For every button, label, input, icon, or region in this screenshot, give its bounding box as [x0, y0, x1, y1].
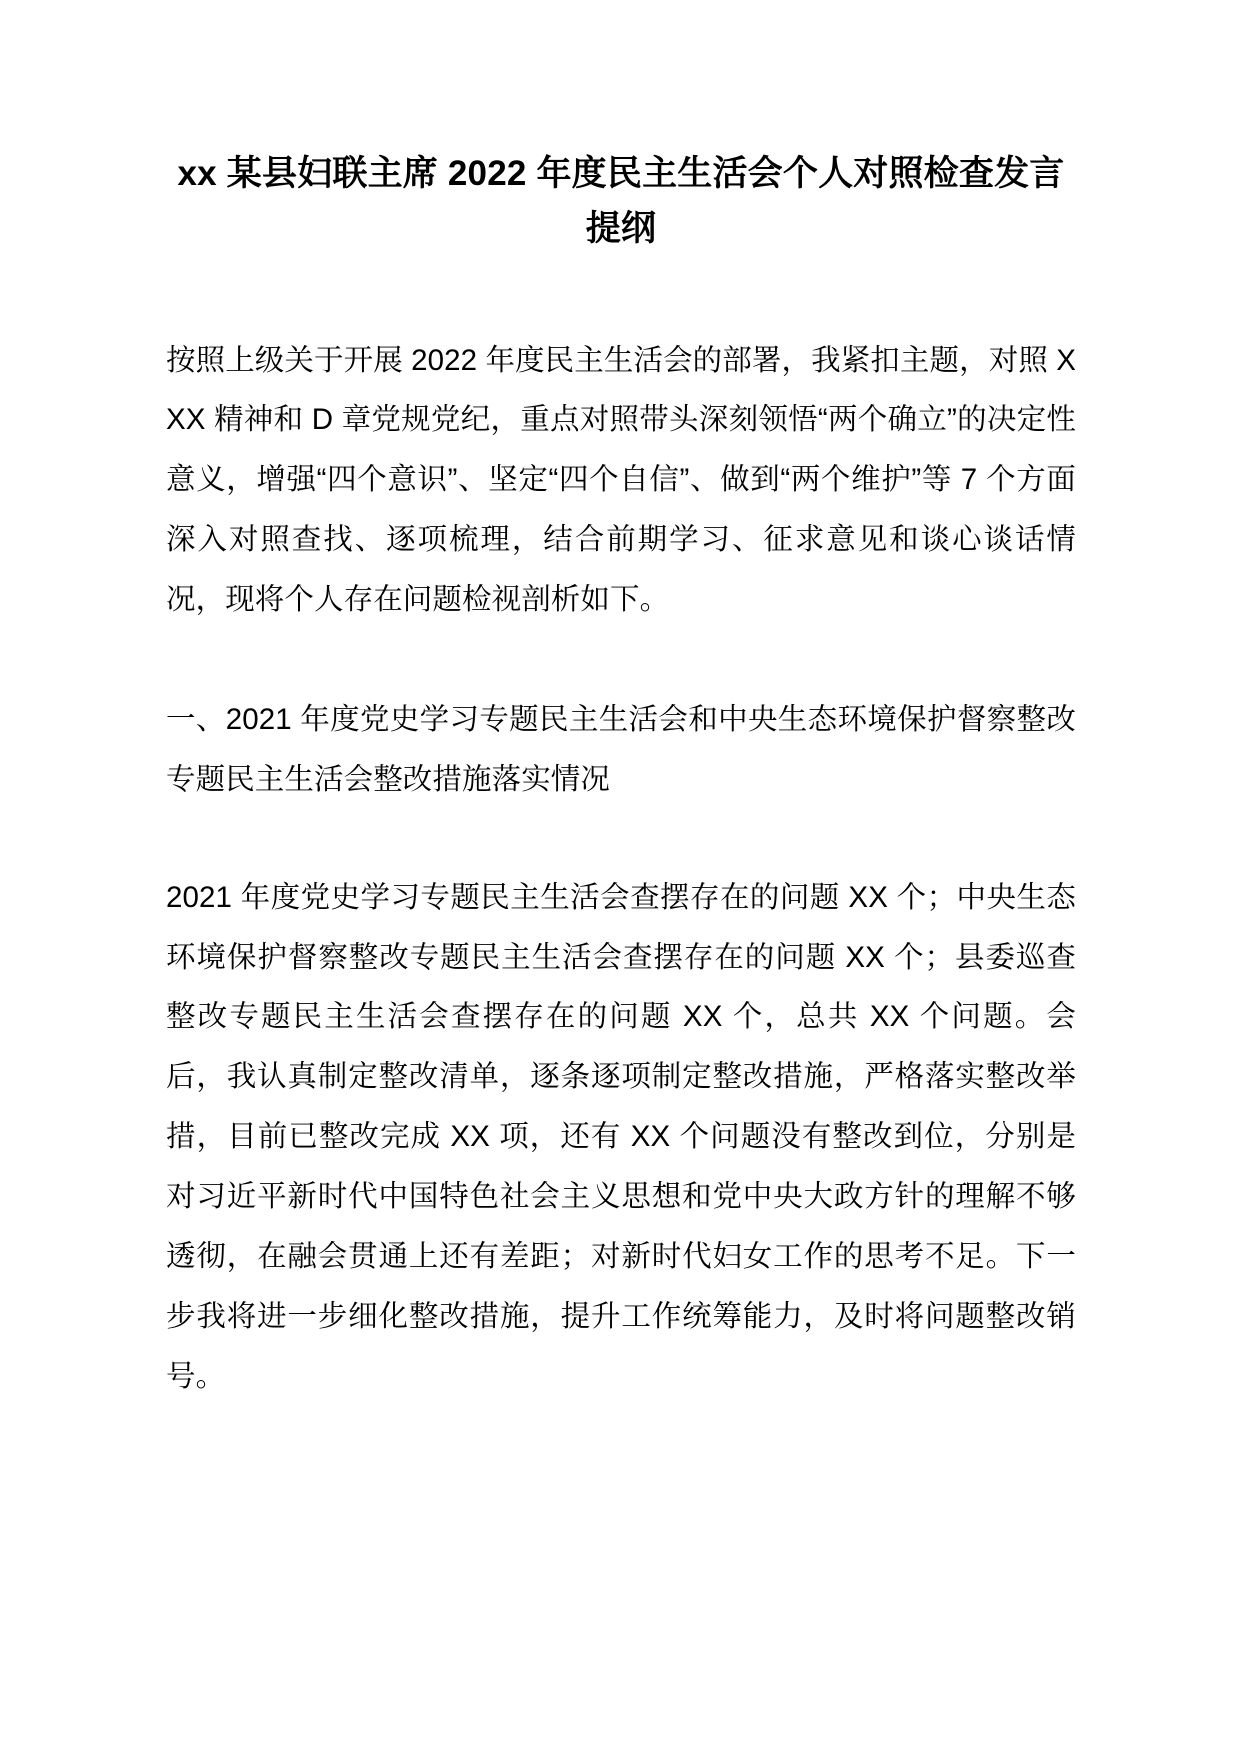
section-heading-1: 一、2021 年度党史学习专题民主生活会和中央生态环境保护督察整改专题民主生活会整改措施落实情况: [166, 702, 1076, 796]
intro-paragraph: 按照上级关于开展 2022 年度民主生活会的部署，我紧扣主题，对照 XXX 精神和 D 章党规党纪，重点对照带头深刻领悟“两个确立”的决定性意义，增强“四个意识”、坚定“四个自信”、做到“两个维护”等 7 个方面深入对照查找、逐项梳理，结合前期学习、征求意见和谈心谈话情况，现将个人存在问题检视剖析如下。: [166, 343, 1076, 617]
page-title: xx 某县妇联主席 2022 年度民主生活会个人对照检查发言提纲: [177, 154, 1065, 249]
section-1-body-paragraph: 2021 年度党史学习专题民主生活会查摆存在的问题 XX 个；中央生态环境保护督察整改专题民主生活会查摆存在的问题 XX 个；县委巡查整改专题民主生活会查摆存在的问题 XX 个，总共 XX 个问题。会后，我认真制定整改清单，逐条逐项制定整改措施，严格落实整改举措，目前已整改完成 XX 项，还有 XX 个问题没有整改到位，分别是对习近平新时代中国特色社会主义思想和党中央大政方针的理解不够透彻，在融会贯通上还有差距；对新时代妇女工作的思考不足。下一步我将进一步细化整改措施，提升工作统筹能力，及时将问题整改销号。: [166, 880, 1076, 1393]
document-content: [166, 0, 1076, 1407]
